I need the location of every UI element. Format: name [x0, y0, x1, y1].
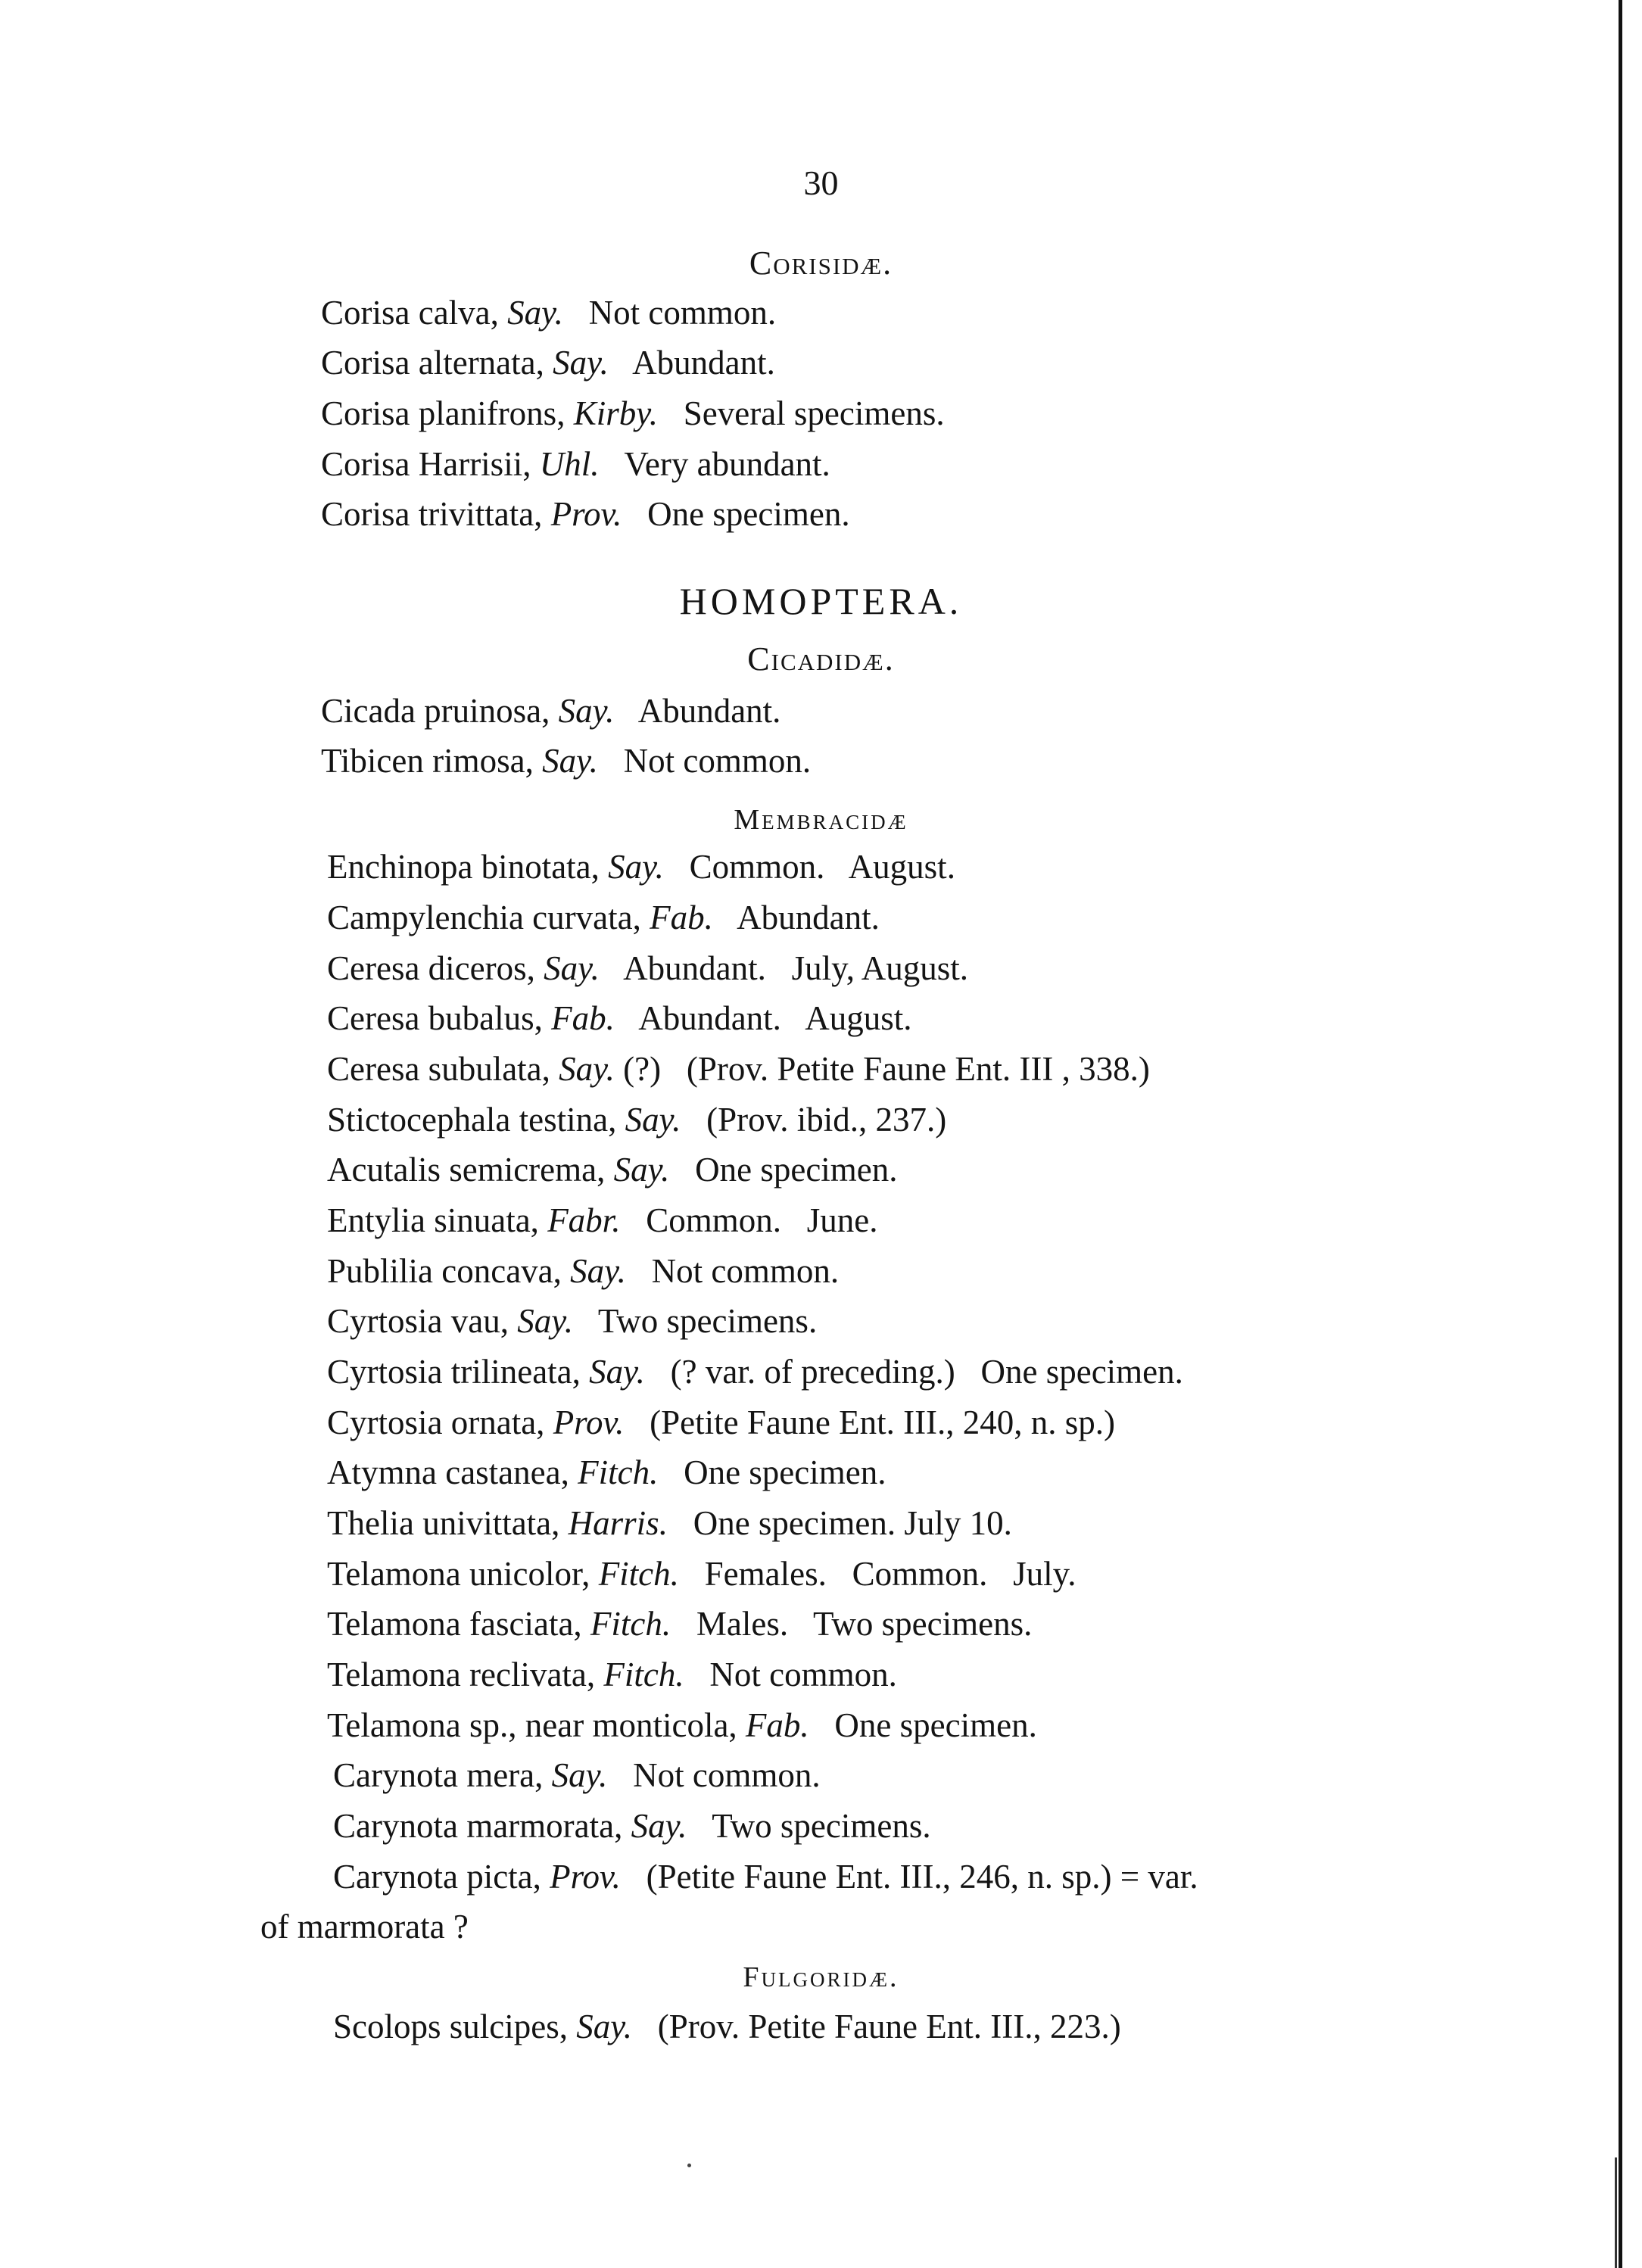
entry-author: Say. [625, 1101, 681, 1139]
heading-corisidae: Corisidæ. [749, 245, 893, 282]
entry-name: Stictocephala testina, [327, 1101, 617, 1139]
entry-name: Carynota mera, [333, 1756, 544, 1794]
entry-name: Corisa calva, [321, 294, 499, 332]
entry-name: Ceresa subulata, [327, 1050, 550, 1088]
entry-author: Prov. [550, 1858, 621, 1896]
entry-ceresa-bubalus [327, 999, 912, 1037]
entry-carynota-mera [333, 1756, 821, 1794]
entry-cyrtosia-vau [327, 1304, 817, 1338]
entry-author: Fab. [745, 1706, 809, 1744]
entry-note: Several specimens. [683, 394, 945, 432]
entry-ceresa-subulata [327, 1052, 1150, 1086]
entry-author: Say. [576, 2008, 632, 2045]
entry-note: One specimen. [695, 1151, 898, 1189]
entry-author: Say. [559, 1050, 615, 1088]
entry-note: Very abundant. [624, 445, 830, 483]
entry-name: Corisa planifrons, [321, 394, 566, 432]
entry-ceresa-diceros [327, 949, 969, 987]
entry-note: One specimen. [647, 495, 850, 533]
entry-carynota-marmorata [333, 1809, 931, 1843]
entry-cyrtosia-ornata [327, 1403, 1116, 1441]
entry-name: Atymna castanea, [327, 1453, 569, 1491]
entry-author: Fitch. [578, 1453, 659, 1491]
entry-name: Carynota marmorata, [333, 1807, 623, 1845]
entry-entylia-sinuata [327, 1201, 878, 1239]
entry-name: Corisa trivittata, [321, 495, 543, 533]
speck-mark [687, 2164, 691, 2167]
entry-author: Fab. [650, 899, 713, 936]
heading-homoptera: HOMOPTERA. [679, 580, 963, 622]
entry-note: (Prov. ibid., 237.) [706, 1101, 947, 1139]
entry-author: Say. [544, 949, 600, 987]
entry-note: (?) (Prov. Petite Faune Ent. III , 338.) [623, 1050, 1150, 1088]
entry-tibicen-rimosa [321, 744, 811, 778]
entry-note: Males. Two specimens. [696, 1605, 1033, 1643]
entry-author: Kirby. [573, 394, 658, 432]
entry-telamona-unicolor [327, 1557, 1076, 1591]
entry-name: Telamona unicolor, [327, 1555, 590, 1593]
entry-name: Scolops sulcipes, [333, 2008, 568, 2045]
entry-continuation: of marmorata ? [260, 1908, 469, 1946]
entry-note: Two specimens. [597, 1302, 818, 1340]
entry-name: Tibicen rimosa, [321, 742, 534, 780]
entry-author: Harris. [568, 1504, 668, 1542]
entry-cyrtosia-trilineata [327, 1355, 1183, 1389]
entry-corisa-calva [321, 296, 776, 330]
entry-author: Fitch. [590, 1605, 671, 1643]
entry-name: Telamona fasciata, [327, 1605, 582, 1643]
entry-author: Say. [589, 1353, 645, 1391]
entry-telamona-fasciata [327, 1607, 1032, 1641]
entry-author: Say. [507, 294, 563, 332]
entry-name: Cyrtosia trilineata, [327, 1353, 581, 1391]
entry-scolops-sulcipes [333, 2010, 1121, 2044]
entry-carynota-picta [333, 1860, 1198, 1894]
entry-note: Common. August. [689, 848, 955, 886]
entry-author: Prov. [550, 495, 622, 533]
entry-note: (Petite Faune Ent. III., 240, n. sp.) [650, 1403, 1116, 1441]
entry-note: One specimen. [834, 1706, 1037, 1744]
entry-note: Not common. [709, 1656, 897, 1693]
entry-note: Abundant. July, August. [623, 949, 969, 987]
entry-stictocephala-testina [327, 1103, 946, 1137]
entry-author: Fab. [551, 999, 615, 1037]
entry-name: Publilia concava, [327, 1252, 562, 1290]
entry-publilia-concava [327, 1254, 839, 1288]
heading-membracidae: Membracidæ [734, 804, 908, 836]
entry-author: Uhl. [539, 445, 600, 483]
entry-author: Say. [517, 1302, 573, 1340]
entry-corisa-trivittata [321, 497, 850, 531]
entry-name: Ceresa bubalus, [327, 999, 543, 1037]
entry-author: Fitch. [598, 1555, 679, 1593]
entry-name: Cyrtosia ornata, [327, 1403, 545, 1441]
entry-name: Corisa alternata, [321, 344, 544, 382]
entry-atymna-castanea [327, 1453, 886, 1491]
entry-note: Not common. [651, 1252, 840, 1290]
page-number: 30 [803, 164, 839, 202]
heading-fulgoridae: Fulgoridæ. [743, 1961, 899, 1993]
entry-name: Thelia univittata, [327, 1504, 560, 1542]
entry-author: Say. [570, 1252, 626, 1290]
entry-name: Carynota picta, [333, 1858, 541, 1896]
entry-author: Say. [608, 848, 664, 886]
entry-author: Say. [613, 1151, 670, 1189]
entry-name: Telamona sp., near monticola, [327, 1706, 737, 1744]
entry-name: Campylenchia curvata, [327, 899, 641, 936]
entry-author: Say. [631, 1807, 687, 1845]
entry-author: Say. [551, 1756, 608, 1794]
entry-corisa-planifrons [321, 394, 945, 432]
entry-note: Females. Common. July. [704, 1555, 1076, 1593]
heading-cicadidae: Cicadidæ. [747, 640, 895, 678]
entry-note: Not common. [588, 294, 777, 332]
entry-author: Prov. [553, 1403, 625, 1441]
entry-note: (Petite Faune Ent. III., 246, n. sp.) = var. [646, 1858, 1198, 1896]
entry-note: Not common. [633, 1756, 821, 1794]
entry-note: One specimen. [684, 1453, 886, 1491]
entry-name: Corisa Harrisii, [321, 445, 531, 483]
entry-corisa-alternata [321, 346, 775, 380]
entry-campylenchia-curvata [327, 901, 880, 935]
entry-name: Enchinopa binotata, [327, 848, 600, 886]
page-edge-rule-lower [1615, 2157, 1617, 2268]
entry-author: Fitch. [603, 1656, 684, 1693]
entry-thelia-univittata [327, 1506, 1012, 1541]
entry-corisa-harrisii [321, 447, 830, 481]
entry-author: Say. [553, 344, 609, 382]
entry-telamona-sp [327, 1706, 1037, 1744]
entry-author: Fabr. [547, 1201, 621, 1239]
entry-note: Not common. [623, 742, 812, 780]
entry-name: Acutalis semicrema, [327, 1151, 606, 1189]
entry-note: Abundant. August. [638, 999, 912, 1037]
entry-note: Two specimens. [712, 1807, 931, 1845]
entry-name: Telamona reclivata, [327, 1656, 596, 1693]
entry-name: Cyrtosia vau, [327, 1302, 509, 1340]
entry-note: (Prov. Petite Faune Ent. III., 223.) [657, 2008, 1121, 2045]
entry-note: One specimen. July 10. [693, 1504, 1012, 1542]
entry-name: Ceresa diceros, [327, 949, 535, 987]
entry-note: Abundant. [737, 899, 880, 936]
entry-note: Common. June. [646, 1201, 878, 1239]
entry-name: Cicada pruinosa, [321, 692, 550, 730]
entry-telamona-reclivata [327, 1658, 897, 1692]
entry-acutalis-semicrema [327, 1153, 898, 1187]
entry-cicada-pruinosa [321, 694, 780, 728]
entry-enchinopa-binotata [327, 850, 955, 884]
entry-note: Abundant. [632, 344, 775, 382]
entry-name: Entylia sinuata, [327, 1201, 539, 1239]
entry-author: Say. [542, 742, 598, 780]
entry-author: Say. [558, 692, 615, 730]
page-edge-rule [1619, 0, 1622, 2268]
entry-note: (? var. of preceding.) One specimen. [670, 1353, 1183, 1391]
entry-note: Abundant. [637, 692, 781, 730]
